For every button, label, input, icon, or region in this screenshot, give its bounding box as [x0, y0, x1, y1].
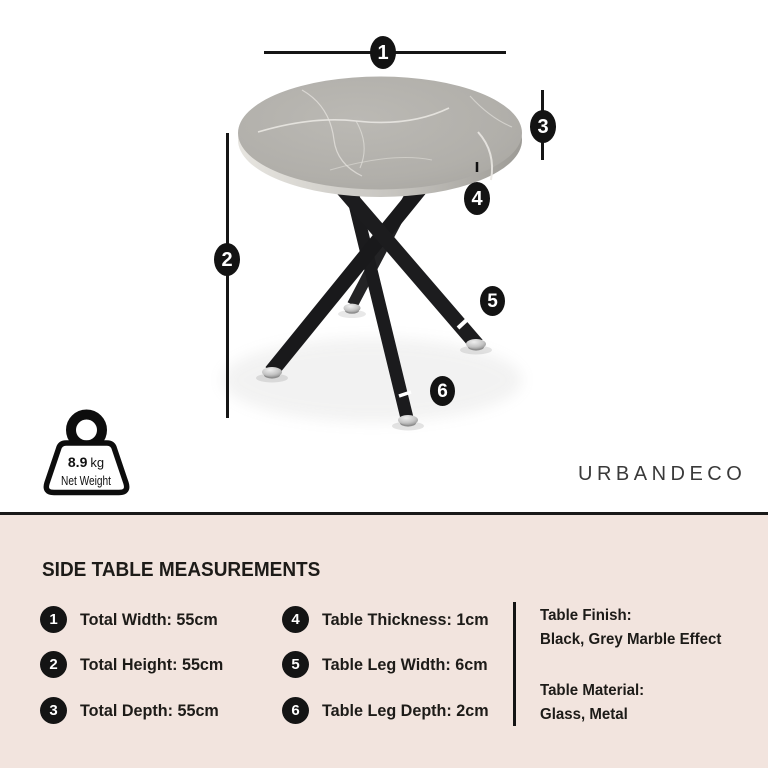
detail-value: Black, Grey Marble Effect: [540, 630, 722, 648]
measurement-leg-depth: [282, 697, 497, 724]
table-finish-detail: [540, 604, 760, 651]
measurement-label: Total Height: 55cm: [80, 654, 224, 674]
callout-1: 1: [370, 36, 396, 69]
callout-3: 3: [530, 110, 556, 143]
panel-divider: [513, 602, 516, 726]
callout-2: 2: [214, 243, 240, 276]
measurement-total-depth: [40, 697, 226, 724]
measurement-number-badge: 5: [282, 651, 309, 678]
measurement-number-badge: 4: [282, 606, 309, 633]
measurement-number-badge: 1: [40, 606, 67, 633]
panel-heading: SIDE TABLE MEASUREMENTS: [42, 559, 321, 581]
weight-icon: [46, 415, 126, 493]
measurement-number-badge: 3: [40, 697, 67, 724]
measurement-number-badge: 6: [282, 697, 309, 724]
table-top: [238, 77, 522, 198]
callout-6: 6: [430, 376, 455, 406]
table-material-detail: [540, 679, 760, 726]
measurement-label: Table Leg Depth: 2cm: [322, 700, 489, 720]
measurement-label: Total Width: 55cm: [80, 609, 218, 629]
brand-logo: URBANDECO: [578, 463, 747, 485]
detail-title: Table Finish:: [540, 607, 632, 624]
callout-5: 5: [480, 286, 505, 316]
measurement-label: Table Thickness: 1cm: [322, 609, 489, 629]
measurement-total-width: [40, 606, 225, 633]
measurement-total-height: [40, 651, 231, 678]
detail-value: Glass, Metal: [540, 705, 628, 723]
callout-4: 4: [464, 182, 490, 215]
measurement-leg-width: [282, 651, 496, 678]
net-weight-label: Net Weight: [61, 474, 112, 488]
net-weight-value: 8.9 kg: [67, 454, 105, 470]
measurement-table-thickness: [282, 606, 497, 633]
detail-title: Table Material:: [540, 682, 645, 699]
measurement-label: Total Depth: 55cm: [80, 700, 219, 720]
measurement-label: Table Leg Width: 6cm: [322, 654, 488, 674]
measurements-panel: [0, 512, 768, 768]
foot-glide: [344, 304, 361, 314]
measurement-number-badge: 2: [40, 651, 67, 678]
